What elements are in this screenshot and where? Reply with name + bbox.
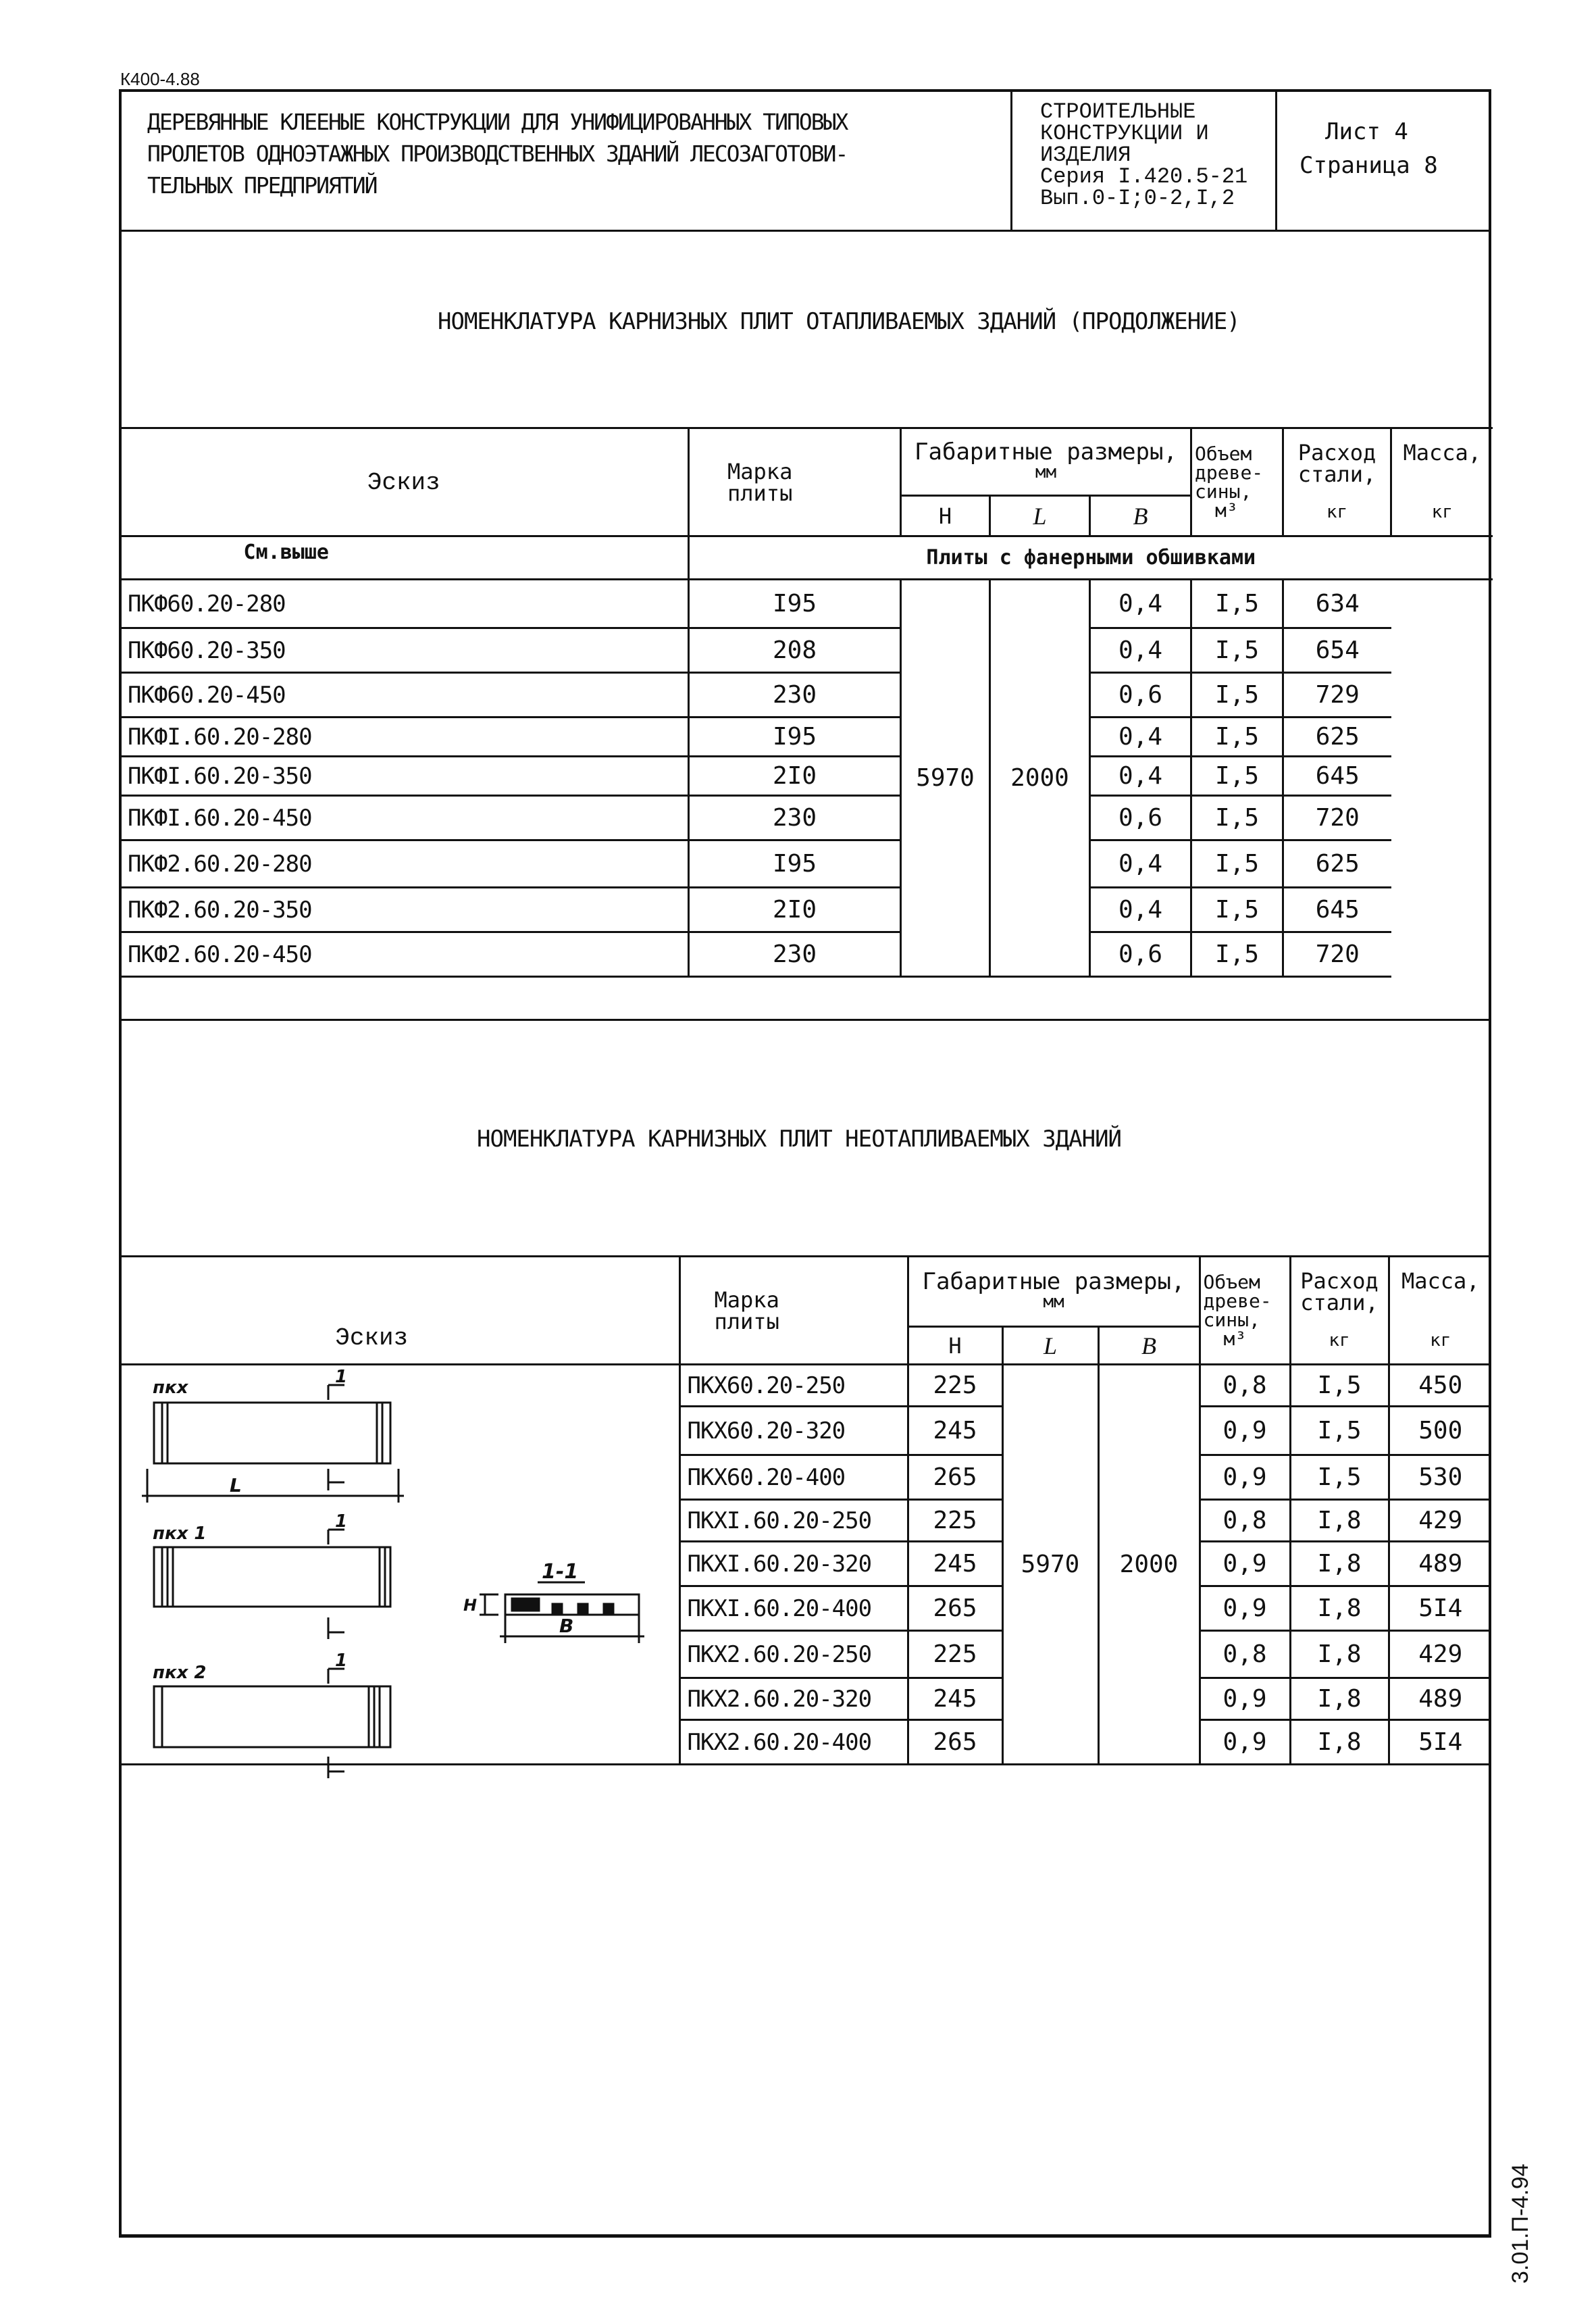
header-steel-line: кг — [1329, 1330, 1350, 1351]
pkx-label: пкх — [153, 1378, 188, 1398]
cell-steel: I,5 — [1290, 1365, 1389, 1407]
cell-height: 225 — [908, 1631, 1002, 1678]
cut-mark-label: 1 — [335, 1651, 348, 1671]
cell-mass: 530 — [1389, 1455, 1491, 1500]
cell-width: 2000 — [1098, 1365, 1200, 1765]
header-sketch-label: Эскиз — [367, 469, 440, 497]
table-row — [120, 580, 1493, 628]
cell-volume: 0,9 — [1200, 1542, 1290, 1586]
header-volume-line: сины, — [1203, 1308, 1260, 1331]
header-sketch — [119, 1257, 679, 1365]
series-line: Серия I.420.5-21 — [1040, 164, 1248, 189]
header-volume-line: м³ — [1223, 1327, 1247, 1350]
header-steel-line: кг — [1326, 501, 1348, 522]
header-mass-line: кг — [1430, 1330, 1451, 1351]
section2-title: НОМЕНКЛАТУРА КАРНИЗНЫХ ПЛИТ НЕОТАПЛИВАЕМЫХ ЗДАНИЙ — [477, 1126, 1122, 1153]
cell-steel: I,5 — [1191, 888, 1283, 932]
table-row — [120, 796, 1493, 840]
cell-mass: 489 — [1389, 1678, 1491, 1720]
cell-steel: I,8 — [1290, 1631, 1389, 1678]
header-mark — [679, 1257, 908, 1365]
cell-volume: 0,4 — [1090, 840, 1191, 888]
table-row — [120, 888, 1493, 932]
cell-mass: 500 — [1389, 1407, 1491, 1455]
cut-mark-label: 1 — [335, 1511, 348, 1532]
cell-mark: ПКФI.60.20-450 — [120, 796, 689, 840]
header-steel-line: стали, — [1297, 461, 1376, 487]
cell-height: 265 — [908, 1720, 1002, 1765]
header-dims-line: Габаритные размеры, — [915, 438, 1177, 466]
cell-mass: 720 — [1283, 932, 1391, 977]
cell-volume: 0,8 — [1200, 1631, 1290, 1678]
pkx1-label: пкх 1 — [153, 1524, 207, 1544]
header-steel — [1283, 428, 1391, 536]
cell-height: I95 — [689, 840, 901, 888]
header-mass-line: Масса, — [1403, 439, 1482, 466]
series-line: КОНСТРУКЦИИ И — [1040, 121, 1209, 146]
header-volume-line: м³ — [1215, 499, 1238, 522]
cell-mass: 429 — [1389, 1631, 1491, 1678]
cell-height: 265 — [908, 1455, 1002, 1500]
cell-volume: 0,6 — [1090, 673, 1191, 718]
header-steel — [1290, 1257, 1389, 1365]
cell-mark: ПКХI.60.20-400 — [679, 1586, 908, 1631]
document-code: К400-4.88 — [120, 69, 200, 89]
cell-height: 245 — [908, 1678, 1002, 1720]
header-title — [147, 111, 847, 197]
cell-volume: 0,4 — [1090, 580, 1191, 628]
cell-height: I95 — [689, 580, 901, 628]
subheader-plywood: Плиты с фанерными обшивками — [689, 536, 1493, 580]
header-mark-line: плиты — [727, 480, 793, 506]
header-title-line: ТЕЛЬНЫХ ПРЕДПРИЯТИЙ — [147, 172, 377, 199]
header-volume-line: Объем — [1203, 1270, 1260, 1293]
cell-mark: ПКХ60.20-250 — [679, 1365, 908, 1407]
section1-table-bottom — [119, 1019, 1491, 1021]
cell-steel: I,8 — [1290, 1678, 1389, 1720]
header-steel-line: Расход — [1300, 1267, 1379, 1294]
cell-mass: 729 — [1283, 673, 1391, 718]
cell-steel: I,8 — [1290, 1720, 1389, 1765]
header-mark-line: Марка — [714, 1286, 779, 1313]
table-row — [120, 628, 1493, 673]
cell-height: 230 — [689, 796, 901, 840]
cell-mass: 429 — [1389, 1500, 1491, 1542]
table-row — [120, 840, 1493, 888]
cell-steel: I,5 — [1191, 757, 1283, 796]
header-mark-line: Марка — [727, 458, 793, 484]
cell-volume: 0,6 — [1090, 932, 1191, 977]
table-row — [120, 718, 1493, 757]
section1-rows — [120, 580, 1493, 977]
header-volume-line: сины, — [1195, 480, 1252, 503]
cell-mark: ПКФ60.20-350 — [120, 628, 689, 673]
table-row — [120, 673, 1493, 718]
cell-steel: I,5 — [1191, 932, 1283, 977]
cell-steel: I,5 — [1191, 580, 1283, 628]
header-dims-line: мм — [1035, 461, 1057, 482]
cell-steel: I,8 — [1290, 1586, 1389, 1631]
cell-volume: 0,9 — [1200, 1455, 1290, 1500]
header-mass-line: Масса, — [1401, 1267, 1480, 1294]
series-line: Вып.0-I;0-2,I,2 — [1040, 186, 1235, 211]
cell-steel: I,5 — [1290, 1455, 1389, 1500]
header-bottom-line — [119, 230, 1491, 232]
cell-volume: 0,9 — [1200, 1407, 1290, 1455]
cell-height: 245 — [908, 1542, 1002, 1586]
header-series — [1040, 101, 1247, 209]
side-code: 3.01.П-4.94 — [1508, 2163, 1533, 2284]
cell-mark: ПКФI.60.20-350 — [120, 757, 689, 796]
cell-mass: 634 — [1283, 580, 1391, 628]
page-number: Страница 8 — [1299, 152, 1438, 179]
cell-mark: ПКХ2.60.20-250 — [679, 1631, 908, 1678]
cell-mass: 5I4 — [1389, 1586, 1491, 1631]
sketch-cell — [120, 536, 689, 580]
header-h: Н — [901, 496, 990, 536]
cell-volume: 0,8 — [1200, 1500, 1290, 1542]
header-volume — [1200, 1257, 1290, 1365]
cell-height: I95 — [689, 718, 901, 757]
cell-height: 225 — [908, 1365, 1002, 1407]
header-divider-2 — [1275, 89, 1277, 231]
cell-height: 225 — [908, 1500, 1002, 1542]
cell-steel: I,5 — [1191, 840, 1283, 888]
sheet-number: Лист 4 — [1325, 118, 1408, 145]
cell-volume: 0,4 — [1090, 888, 1191, 932]
cell-mass: 5I4 — [1389, 1720, 1491, 1765]
header-dims-line: мм — [1043, 1291, 1064, 1312]
cell-mark: ПКХ2.60.20-320 — [679, 1678, 908, 1720]
cell-mass: 450 — [1389, 1365, 1491, 1407]
header-volume-line: древе- — [1195, 461, 1264, 484]
header-dims — [901, 428, 1191, 496]
cell-mark: ПКФ2.60.20-450 — [120, 932, 689, 977]
header-title-line: ДЕРЕВЯННЫЕ КЛЕЕНЫЕ КОНСТРУКЦИИ ДЛЯ УНИФИЦИРОВАННЫХ ТИПОВЫХ — [147, 109, 848, 135]
width-label: В — [559, 1615, 574, 1637]
header-sketch-label: Эскиз — [335, 1324, 409, 1352]
header-divider-1 — [1010, 89, 1012, 231]
header-mark-line: плиты — [714, 1308, 779, 1334]
cell-mass: 654 — [1283, 628, 1391, 673]
page-frame — [119, 89, 1491, 2238]
series-line: ИЗДЕЛИЯ — [1040, 143, 1131, 168]
header-title-line: ПРОЛЕТОВ ОДНОЭТАЖНЫХ ПРОИЗВОДСТВЕННЫХ ЗДАНИЙ ЛЕСОЗАГОТОВИ- — [147, 141, 848, 167]
header-mass — [1391, 428, 1493, 536]
cell-height: 230 — [689, 932, 901, 977]
cell-mark: ПКХ60.20-400 — [679, 1455, 908, 1500]
cell-steel: I,5 — [1191, 796, 1283, 840]
cell-mass: 625 — [1283, 718, 1391, 757]
sketch-drawing — [128, 1367, 682, 1800]
section1-table — [119, 427, 1493, 978]
header-mass-line: кг — [1431, 501, 1453, 522]
header-sketch — [120, 428, 689, 536]
cell-mark: ПКХ60.20-320 — [679, 1407, 908, 1455]
header-b: В — [1090, 496, 1191, 536]
header-volume — [1191, 428, 1283, 536]
cell-height: 265 — [908, 1586, 1002, 1631]
length-label: L — [230, 1474, 242, 1496]
cell-mass: 645 — [1283, 888, 1391, 932]
cell-steel: I,8 — [1290, 1542, 1389, 1586]
header-steel-line: стали, — [1300, 1289, 1379, 1315]
cell-mass: 625 — [1283, 840, 1391, 888]
height-label: Н — [463, 1596, 478, 1615]
header-b: В — [1098, 1327, 1200, 1365]
cell-volume: 0,4 — [1090, 628, 1191, 673]
cell-mass: 720 — [1283, 796, 1391, 840]
table-row — [120, 932, 1493, 977]
header-l: L — [990, 496, 1090, 536]
cell-steel: I,8 — [1290, 1500, 1389, 1542]
header-steel-line: Расход — [1297, 439, 1376, 466]
cell-volume: 0,9 — [1200, 1678, 1290, 1720]
cell-volume: 0,4 — [1090, 757, 1191, 796]
cell-volume: 0,4 — [1090, 718, 1191, 757]
header-dims — [908, 1257, 1200, 1327]
cell-steel: I,5 — [1191, 628, 1283, 673]
header-mark — [689, 428, 901, 536]
cell-mark: ПКХI.60.20-250 — [679, 1500, 908, 1542]
cell-steel: I,5 — [1290, 1407, 1389, 1455]
cell-mass: 645 — [1283, 757, 1391, 796]
cell-volume: 0,6 — [1090, 796, 1191, 840]
cell-mark: ПКФ60.20-450 — [120, 673, 689, 718]
section1-title: НОМЕНКЛАТУРА КАРНИЗНЫХ ПЛИТ ОТАПЛИВАЕМЫХ ЗДАНИЙ (ПРОДОЛЖЕНИЕ) — [438, 308, 1240, 335]
cell-height: 2I0 — [689, 757, 901, 796]
cell-height: 245 — [908, 1407, 1002, 1455]
header-h: Н — [908, 1327, 1002, 1365]
cell-mark: ПКФI.60.20-280 — [120, 718, 689, 757]
cell-width: 2000 — [990, 580, 1090, 977]
cell-volume: 0,9 — [1200, 1586, 1290, 1631]
header-l: L — [1002, 1327, 1098, 1365]
cell-mark: ПКХ2.60.20-400 — [679, 1720, 908, 1765]
cell-volume: 0,8 — [1200, 1365, 1290, 1407]
cell-height: 2I0 — [689, 888, 901, 932]
cell-length: 5970 — [1002, 1365, 1098, 1765]
pkx1-plate-icon — [154, 1547, 390, 1607]
table-row — [120, 757, 1493, 796]
section-label: 1-1 — [542, 1560, 579, 1584]
pkx2-plate-icon — [154, 1686, 390, 1747]
cell-mark: ПКФ2.60.20-280 — [120, 840, 689, 888]
see-above-note: См.выше — [243, 540, 329, 564]
cell-volume: 0,9 — [1200, 1720, 1290, 1765]
cell-height: 230 — [689, 673, 901, 718]
pkx2-label: пкх 2 — [153, 1663, 207, 1683]
cell-height: 208 — [689, 628, 901, 673]
header-volume-line: древе- — [1203, 1289, 1272, 1312]
series-line: СТРОИТЕЛЬНЫЕ — [1040, 99, 1196, 124]
cell-mass: 489 — [1389, 1542, 1491, 1586]
pkx-plate-icon — [154, 1403, 390, 1463]
cell-mark: ПКХI.60.20-320 — [679, 1542, 908, 1586]
header-mass — [1389, 1257, 1491, 1365]
header-volume-line: Объем — [1195, 442, 1252, 465]
cell-mark: ПКФ60.20-280 — [120, 580, 689, 628]
cell-steel: I,5 — [1191, 718, 1283, 757]
cut-mark-label: 1 — [335, 1367, 348, 1387]
cell-steel: I,5 — [1191, 673, 1283, 718]
header-dims-line: Габаритные размеры, — [922, 1267, 1185, 1295]
cell-mark: ПКФ2.60.20-350 — [120, 888, 689, 932]
cell-length: 5970 — [901, 580, 990, 977]
